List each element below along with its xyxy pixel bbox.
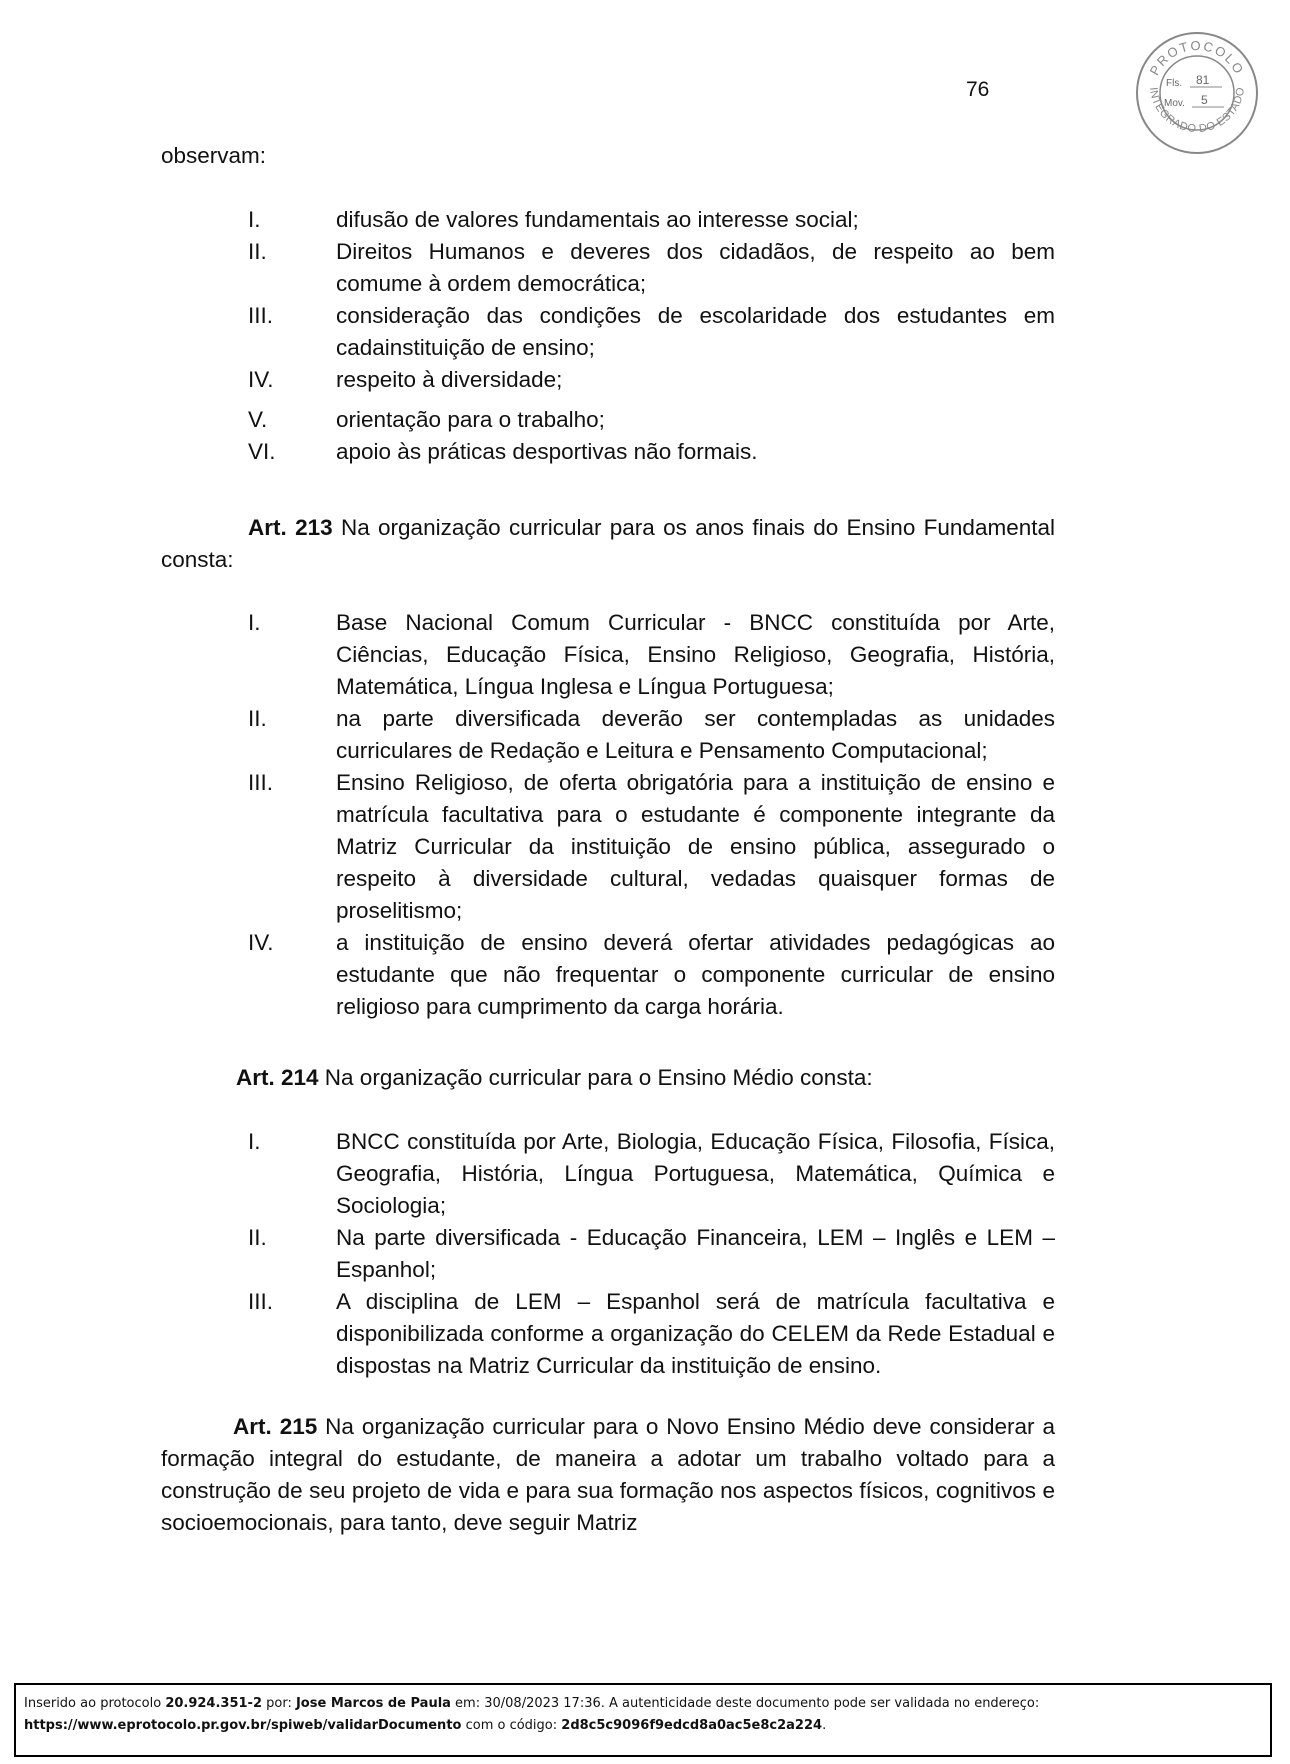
list-item [161,364,1055,396]
item-text: consideração das condições de escolaridade dos estudantes em cadainstituição de ensino; [336,303,1055,360]
item-text: Direitos Humanos e deveres dos cidadãos, de respeito ao bem comume à ordem democrática; [336,239,1055,296]
validation-url[interactable]: https://www.eprotocolo.pr.gov.br/spiweb/validarDocumento [24,1718,462,1733]
list-item [161,1286,1055,1382]
article-label: Art. 213 [248,515,333,540]
stamp-fls-label: Fls. [1166,78,1183,89]
article-213 [161,512,1055,576]
list-item [161,1222,1055,1286]
item-text: Ensino Religioso, de oferta obrigatória para a instituição de ensino e matrícula facultativa para o estudante é componente integrante da Matriz Curricular da instituição de ensino pública, assegurado o respeito à diversidade cultural, vedadas quaisquer formas de proselitismo; [336,770,1055,923]
item-number: I. [248,1129,261,1154]
item-number: III. [248,303,274,328]
list-item [161,436,1055,468]
list-ensino-medio [161,1126,1055,1382]
list-ensino-fundamental [161,607,1055,1023]
list-values [161,204,1055,468]
footer-prefix: Inserido ao protocolo [24,1696,166,1711]
footer-code-text: com o código: [461,1718,562,1733]
item-text: Base Nacional Comum Curricular - BNCC constituída por Arte, Ciências, Educação Física, Ensino Religioso, Geografia, História, Matemática, Língua Inglesa e Língua Portuguesa; [336,610,1055,699]
list-item [161,236,1055,300]
article-label: Art. 214 [236,1065,319,1090]
footer-by: por: [262,1696,296,1711]
footer-end: . [822,1718,827,1733]
item-text: na parte diversificada deverão ser contempladas as unidades curriculares de Redação e Leitura e Pensamento Computacional; [336,706,1055,763]
list-item [161,607,1055,703]
item-number: IV. [248,367,274,392]
protocol-number: 20.924.351-2 [165,1696,262,1711]
item-number: V. [248,407,268,432]
list-item [161,703,1055,767]
item-text: respeito à diversidade; [336,367,563,392]
item-number: II. [248,1225,267,1250]
item-number: III. [248,1289,274,1314]
list-item [161,404,1055,436]
stamp-mov-value: 5 [1201,93,1208,107]
validation-code: 2d8c5c9096f9edcd8a0ac5e8c2a224 [561,1718,823,1733]
article-text: Na organização curricular para o Novo Ensino Médio deve considerar a formação integral do estudante, de maneira a adotar um trabalho voltado para a construção de seu projeto de vida e para sua formação nos aspectos físicos, cognitivos e socioemocionais, para tanto, deve seguir Matriz [161,1414,1055,1535]
item-text: apoio às práticas desportivas não formais. [336,439,758,464]
item-text: orientação para o trabalho; [336,407,605,432]
item-text: a instituição de ensino deverá ofertar atividades pedagógicas ao estudante que não frequentar o componente curricular de ensino religioso para cumprimento da carga horária. [336,930,1055,1019]
footer-date-text: em: 30/08/2023 17:36. A autenticidade deste documento pode ser validada no endereço: [450,1696,1040,1711]
stamp-fls-value: 81 [1196,73,1210,87]
footer-line-2 [24,1715,1262,1737]
article-label: Art. 215 [233,1414,318,1439]
item-text: Na parte diversificada - Educação Financeira, LEM – Inglês e LEM – Espanhol; [336,1225,1055,1282]
item-number: IV. [248,930,274,955]
item-text: BNCC constituída por Arte, Biologia, Educação Física, Filosofia, Física, Geografia, História, Língua Portuguesa, Matemática, Química e Sociologia; [336,1129,1055,1218]
article-text: Na organização curricular para os anos finais do Ensino Fundamental consta: [161,515,1055,572]
list-item [161,300,1055,364]
svg-text:INTEGRADO DO ESTADO [1147,86,1247,135]
article-214 [161,1062,1055,1094]
stamp-bottom-text: INTEGRADO DO ESTADO [1147,86,1248,136]
item-number: III. [248,770,274,795]
authenticity-footer [14,1683,1272,1757]
item-number: I. [248,207,261,232]
list-item [161,927,1055,1023]
author-name: Jose Marcos de Paula [295,1696,451,1711]
item-number: II. [248,706,267,731]
item-number: II. [248,239,267,264]
stamp-top-text: PROTOCOLO [1146,37,1248,78]
item-text: A disciplina de LEM – Espanhol será de matrícula facultativa e disponibilizada conforme a organização do CELEM da Rede Estadual e dispostas na Matriz Curricular da instituição de ensino. [336,1289,1055,1378]
list-item [161,204,1055,236]
item-number: I. [248,610,261,635]
footer-line-1 [24,1693,1262,1715]
stamp-mov-label: Mov. [1164,98,1185,109]
intro-text: observam: [161,143,267,168]
list-item [161,1126,1055,1222]
item-text: difusão de valores fundamentais ao interesse social; [336,207,859,232]
list-item [161,767,1055,927]
page-number: 76 [966,78,990,101]
article-text: Na organização curricular para o Ensino Médio consta: [318,1065,873,1090]
protocol-stamp [1134,30,1260,156]
article-215 [161,1411,1055,1539]
item-number: VI. [248,439,276,464]
